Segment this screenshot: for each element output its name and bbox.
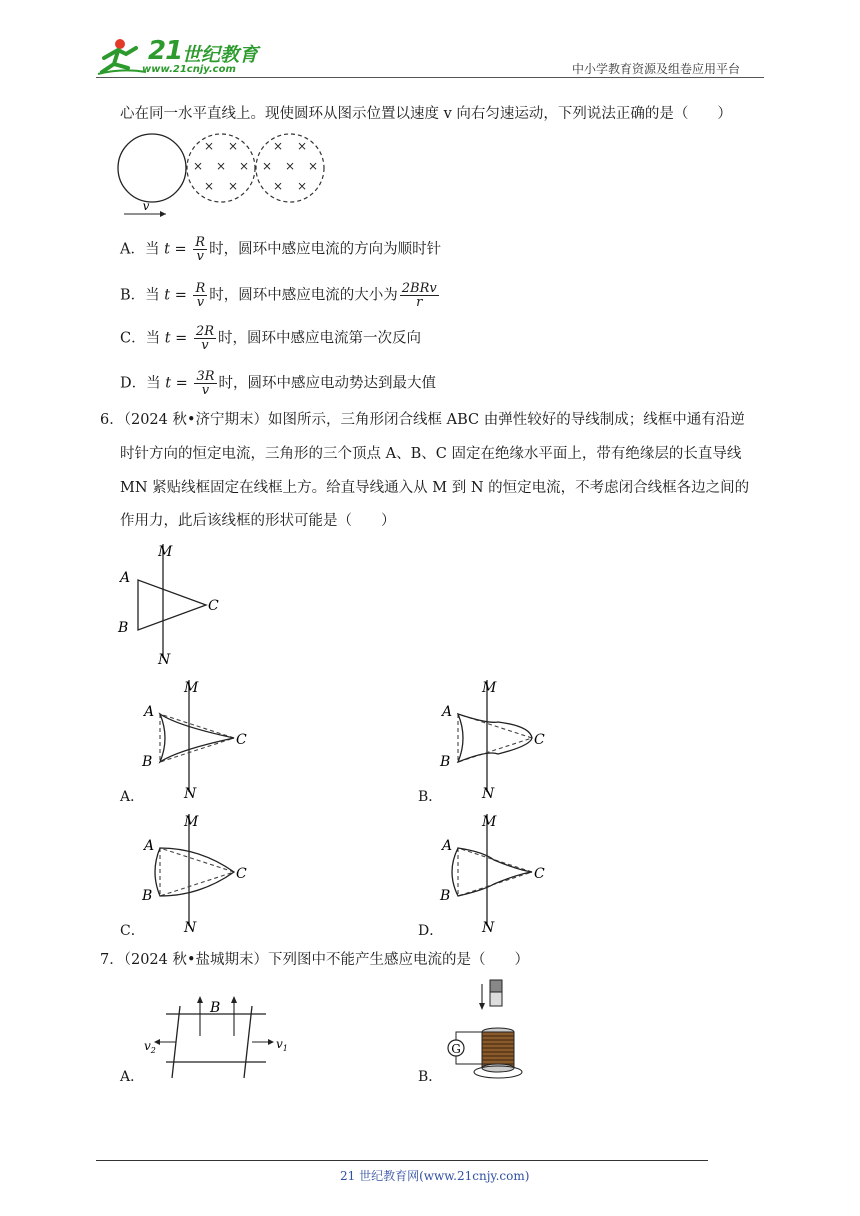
footer-link[interactable]: 21 世纪教育网(www.21cnjy.com) — [340, 1169, 530, 1183]
frac-den: v — [196, 249, 204, 264]
option-text: 时，圆环中感应电动势达到最大值 — [218, 375, 437, 392]
platform-tagline: 中小学教育资源及组卷应用平台 — [572, 62, 741, 76]
q6-option-b[interactable]: B． — [418, 789, 443, 805]
q6-option-c[interactable]: C． — [120, 923, 145, 939]
conducting-ring — [118, 134, 186, 202]
coil-body — [482, 1032, 514, 1068]
option-pre: 当 — [145, 330, 165, 347]
label-b: B — [142, 754, 153, 770]
frac-den: r — [416, 295, 423, 310]
option-pre: 当 — [146, 375, 166, 392]
label-n: N — [184, 920, 197, 934]
math-t: t — [164, 287, 171, 304]
svg-text:×: × — [296, 139, 308, 153]
option-pre: 当 — [145, 287, 165, 304]
label-m: M — [158, 544, 173, 560]
label-n: N — [158, 652, 171, 668]
option-text: 时，圆环中感应电流第一次反向 — [217, 330, 421, 347]
runner-logo-icon — [96, 38, 148, 76]
logo-title: 世纪教育 — [182, 44, 259, 66]
galvanometer-label: G — [451, 1042, 461, 1056]
q5-ring-field-figure — [112, 128, 332, 220]
option-letter: B． — [120, 287, 146, 304]
label-m: M — [184, 814, 199, 830]
q7-option-a-figure — [140, 986, 300, 1082]
svg-text:×: × — [215, 159, 227, 173]
label-c: C — [236, 732, 247, 748]
deformed-frame — [452, 848, 532, 896]
label-m: M — [184, 680, 199, 696]
bar-right — [244, 1006, 252, 1078]
deformed-frame — [155, 848, 234, 896]
label-n: N — [482, 920, 495, 934]
option-pre: 当 — [144, 241, 165, 258]
q5-text-line1: 心在同一水平直线上。现使圆环从图示位置以速度 v 向右匀速运动，下列说法正确的是（ ） — [120, 106, 732, 122]
fraction — [194, 325, 216, 352]
original-triangle-dashed — [160, 714, 234, 762]
svg-text:×: × — [203, 179, 215, 193]
label-b: B — [142, 888, 153, 904]
logo-url: www.21cnjy.com — [142, 64, 236, 75]
q6-option-c-figure — [140, 810, 250, 934]
option-text: 时，圆环中感应电流的方向为顺时针 — [209, 241, 442, 258]
footer-divider — [96, 1160, 708, 1161]
q5-option-b[interactable] — [120, 282, 441, 309]
label-n: N — [184, 786, 197, 800]
label-m: M — [482, 680, 497, 696]
math-eq: = — [170, 287, 192, 304]
svg-text:×: × — [272, 139, 284, 153]
triangle-frame — [138, 580, 206, 630]
label-v1: $v_1$ — [276, 1037, 288, 1053]
label-n: N — [482, 786, 495, 800]
q7-option-b-figure — [438, 978, 538, 1082]
svg-text:×: × — [238, 159, 250, 173]
header-divider — [96, 77, 764, 78]
q7-text-line1: 7．（2024 秋•盐城期末）下列图中不能产生感应电流的是（ ） — [100, 952, 530, 968]
option-text: 时，圆环中感应电流的大小为 — [209, 287, 398, 304]
math-eq: = — [169, 241, 192, 258]
label-m: M — [482, 814, 497, 830]
label-v2: $v_2$ — [144, 1039, 156, 1055]
frac-den: v — [201, 383, 210, 398]
q6-text-line2: 时针方向的恒定电流，三角形的三个顶点 A、B、C 固定在绝缘水平面上，带有绝缘层的长直导线 — [120, 446, 742, 462]
q6-text-line3: MN 紧贴线框固定在线框上方。给直导线通入从 M 到 N 的恒定电流，不考虑闭合线框各边之间的 — [120, 480, 750, 496]
velocity-label: v — [142, 199, 150, 213]
q6-option-a[interactable]: A． — [120, 789, 145, 805]
fraction — [193, 282, 207, 309]
label-b-field: B — [210, 1000, 221, 1016]
fraction — [193, 236, 207, 263]
q7-option-b[interactable]: B． — [418, 1069, 443, 1085]
label-a: A — [144, 838, 155, 854]
fraction-current — [400, 282, 439, 309]
math-t: t — [164, 330, 171, 347]
frac-num: 3R — [196, 369, 215, 384]
svg-text:×: × — [261, 159, 273, 173]
q5-option-d[interactable] — [120, 370, 436, 397]
option-letter: C． — [120, 330, 146, 347]
q5-option-c[interactable] — [120, 325, 421, 352]
math-eq: = — [170, 330, 192, 347]
svg-text:×: × — [272, 179, 284, 193]
math-eq: = — [171, 375, 193, 392]
label-c: C — [534, 732, 545, 748]
frac-den: v — [201, 338, 209, 353]
svg-text:×: × — [227, 139, 239, 153]
svg-text:×: × — [307, 159, 319, 173]
option-letter: D． — [120, 375, 147, 392]
q6-option-b-figure — [438, 676, 548, 800]
svg-text:×: × — [284, 159, 296, 173]
q6-text-line1: 6．（2024 秋•济宁期末）如图所示，三角形闭合线框 ABC 由弹性较好的导线制成；线框中通有沿逆 — [100, 412, 745, 428]
frac-den: v — [196, 295, 205, 310]
svg-text:×: × — [296, 179, 308, 193]
frac-num: R — [195, 235, 206, 250]
deformed-frame — [458, 714, 532, 762]
math-t: t — [165, 375, 172, 392]
label-b: B — [118, 620, 129, 636]
label-c: C — [236, 866, 247, 882]
label-c: C — [208, 598, 219, 614]
label-c: C — [534, 866, 545, 882]
frac-num: R — [195, 281, 206, 296]
svg-text:×: × — [203, 139, 215, 153]
label-a: A — [442, 704, 453, 720]
q6-option-a-figure — [140, 676, 250, 800]
label-a: A — [120, 570, 131, 586]
q6-text-line4: 作用力，此后该线框的形状可能是（ ） — [120, 513, 396, 529]
q6-option-d-figure — [438, 810, 548, 934]
option-letter: A． — [120, 241, 145, 258]
q6-triangle-figure — [114, 540, 224, 668]
svg-text:×: × — [192, 159, 204, 173]
label-a: A — [442, 838, 453, 854]
deformed-frame — [160, 714, 234, 762]
fraction — [194, 370, 216, 397]
frac-num: 2BRv — [401, 281, 437, 296]
label-b: B — [440, 754, 451, 770]
label-a: A — [144, 704, 155, 720]
frac-num: 2R — [195, 324, 214, 339]
site-logo[interactable] — [96, 36, 266, 78]
math-t: t — [164, 241, 170, 258]
q7-option-a[interactable]: A． — [120, 1069, 145, 1085]
svg-text:×: × — [227, 179, 239, 193]
q6-option-d[interactable]: D． — [418, 923, 444, 939]
label-b: B — [440, 888, 451, 904]
q5-option-a[interactable] — [120, 236, 441, 263]
logo-number: 21 — [148, 36, 183, 66]
